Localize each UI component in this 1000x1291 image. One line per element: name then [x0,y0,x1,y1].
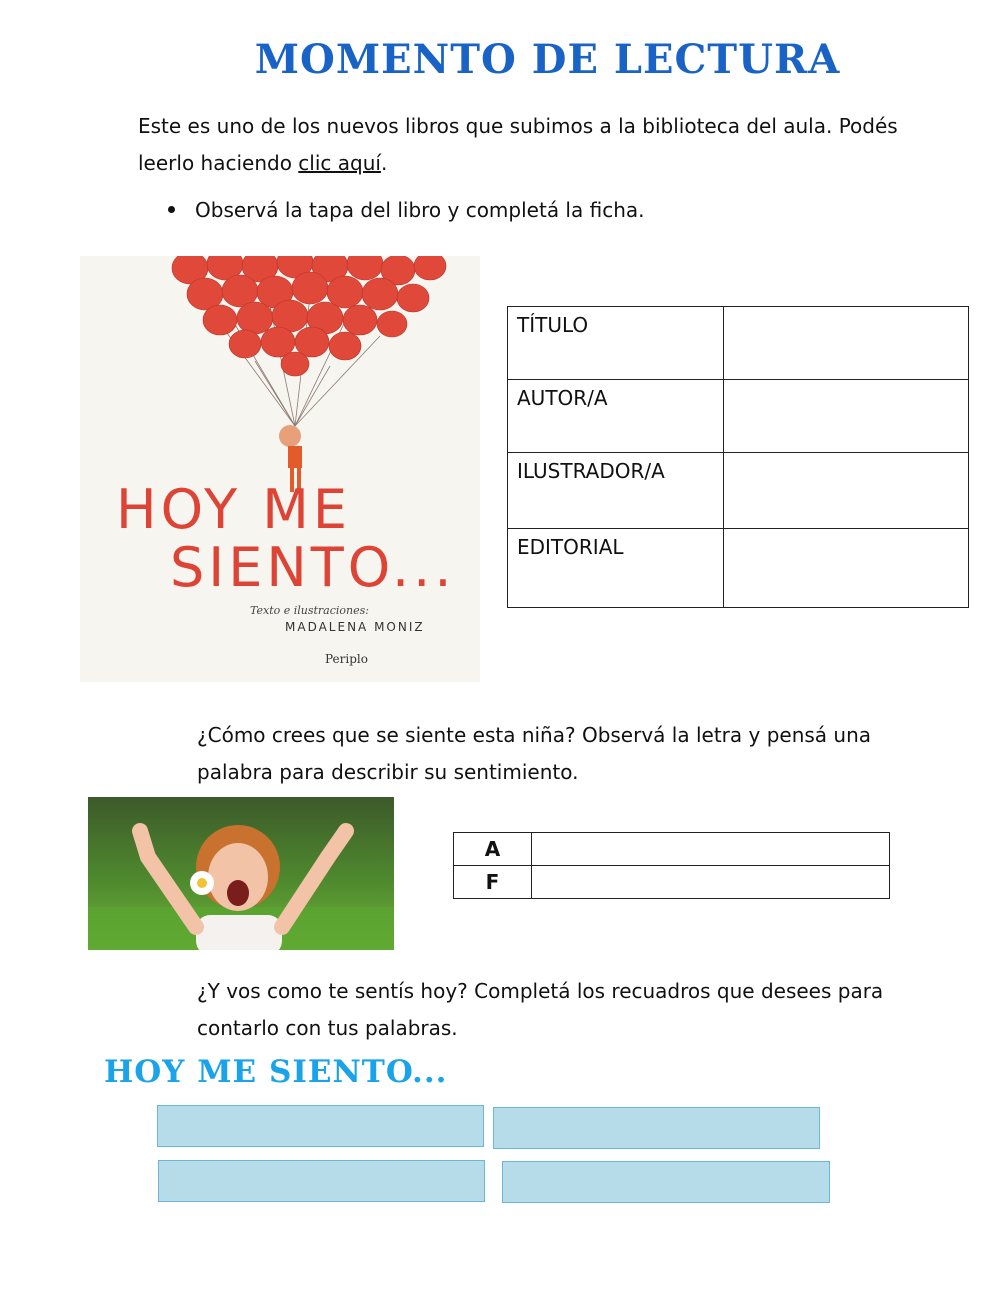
girl-photo [88,797,394,950]
instruction-bullet [168,198,644,222]
page-title: MOMENTO DE LECTURA [254,36,841,83]
cover-title-line1: HOY ME [116,478,352,541]
intro-text: Este es uno de los nuevos libros que subimos a la biblioteca del aula. Podés leerlo haciendo [138,114,898,175]
illustrator-field[interactable] [723,453,968,529]
answer-box-1[interactable] [157,1105,484,1147]
answer-box-2[interactable] [493,1107,820,1149]
question-feeling-girl: ¿Cómo crees que se siente esta niña? Observá la letra y pensá una palabra para describir su sentimiento. [197,723,872,784]
table-row [508,529,969,608]
book-info-table [507,306,969,608]
letter-a-label: A [454,833,532,866]
cover-author: MADALENA MONIZ [285,620,425,634]
letter-f-label: F [454,866,532,899]
letter-f-field[interactable] [532,866,890,899]
question-how-you-feel: ¿Y vos como te sentís hoy? Completá los recuadros que desees para contarlo con tus palabras. [197,979,884,1040]
book-link[interactable]: clic aquí [298,151,381,175]
book-cover-image [80,256,480,682]
title-field[interactable] [723,307,968,380]
cover-publisher: Periplo [325,652,368,666]
table-row [454,866,890,899]
table-row [508,380,969,453]
table-row [454,833,890,866]
table-row [508,307,969,380]
section-heading: HOY ME SIENTO... [104,1054,448,1090]
intro-paragraph [138,108,938,182]
cover-title-line2: SIENTO... [170,536,456,599]
table-row [508,453,969,529]
intro-text-end: . [380,151,388,175]
title-label: TÍTULO [508,307,724,380]
letter-a-field[interactable] [532,833,890,866]
publisher-field[interactable] [723,529,968,608]
author-field[interactable] [723,380,968,453]
publisher-label: EDITORIAL [508,529,724,608]
balloons-cluster [172,256,446,376]
cover-credit-label: Texto e ilustraciones: [250,604,369,617]
answer-box-4[interactable] [502,1161,830,1203]
author-label: AUTOR/A [508,380,724,453]
answer-box-3[interactable] [158,1160,485,1202]
illustrator-label: ILUSTRADOR/A [508,453,724,529]
bullet-icon [168,206,175,213]
letters-table [453,832,890,899]
bullet-text: Observá la tapa del libro y completá la ficha. [195,198,645,222]
